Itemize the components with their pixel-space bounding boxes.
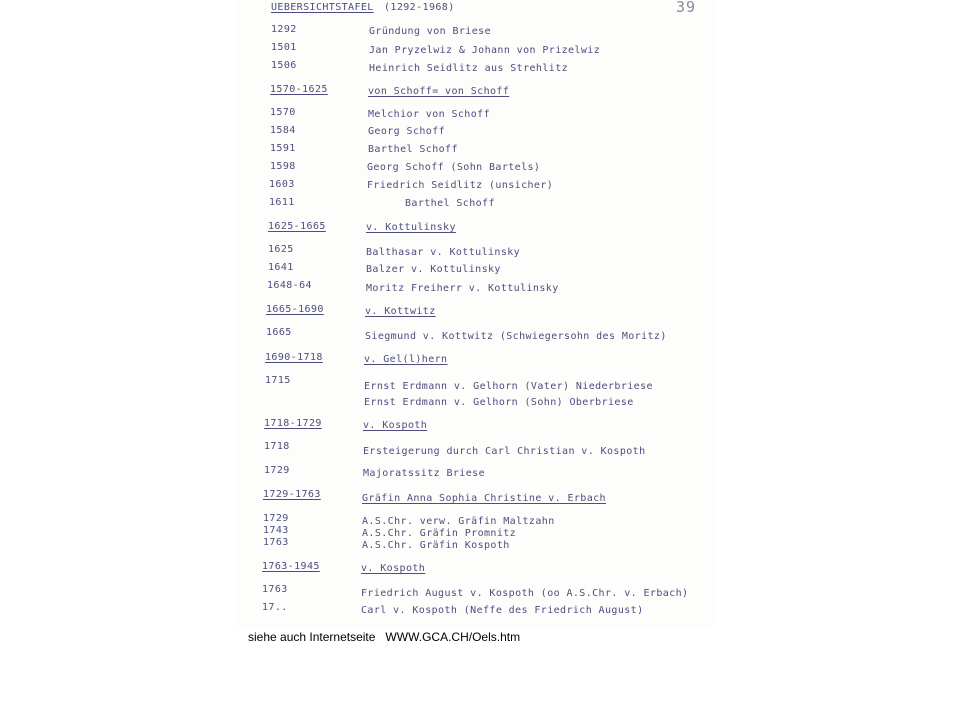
- family-heading: v. Kospoth: [363, 420, 428, 431]
- family-heading: v. Gel(l)hern: [364, 354, 448, 365]
- entry-year: 1598: [270, 161, 296, 172]
- page-title-range: (1292-1968): [384, 2, 455, 13]
- entry-year: 1648-64: [267, 280, 312, 291]
- entry-text: Majoratssitz Briese: [363, 468, 485, 479]
- entry-year: 1570: [270, 107, 296, 118]
- entry-year: 1641: [268, 262, 294, 273]
- entry-year: 1584: [270, 125, 296, 136]
- footer-url-link[interactable]: WWW.GCA.CH/Oels.htm: [385, 630, 521, 644]
- entry-text: Georg Schoff (Sohn Bartels): [367, 162, 541, 173]
- entry-year: 1763: [262, 584, 288, 595]
- entry-text: A.S.Chr. Gräfin Promnitz: [362, 528, 517, 539]
- entry-text: Balthasar v. Kottulinsky: [366, 247, 521, 258]
- entry-year: 1611: [269, 197, 295, 208]
- family-heading: v. Kospoth: [361, 563, 426, 574]
- page-title: UEBERSICHTSTAFEL: [271, 2, 374, 13]
- entry-year: 1603: [269, 179, 295, 190]
- page-number: 39: [676, 0, 697, 16]
- entry-year: 1625: [268, 244, 294, 255]
- entry-text: Ersteigerung durch Carl Christian v. Kospoth: [363, 446, 646, 457]
- entry-year: 17..: [262, 602, 288, 613]
- entry-text: Barthel Schoff: [368, 144, 458, 155]
- entry-text: Melchior von Schoff: [368, 109, 490, 120]
- entry-text: Gründung von Briese: [369, 26, 491, 37]
- entry-year: 1763: [263, 537, 289, 548]
- entry-year: 1591: [270, 143, 296, 154]
- footer-label: siehe auch Internetseite: [248, 630, 376, 644]
- entry-year: 1506: [271, 60, 297, 71]
- entry-text: Carl v. Kospoth (Neffe des Friedrich August): [361, 605, 644, 616]
- footer-note: [248, 630, 520, 644]
- entry-year: 1718: [264, 441, 290, 452]
- entry-text: Moritz Freiherr v. Kottulinsky: [366, 283, 559, 294]
- period-heading: 1625-1665: [268, 221, 326, 232]
- entry-text: Friedrich August v. Kospoth (oo A.S.Chr. v. Erbach): [361, 588, 689, 599]
- entry-text: Jan Pryzelwiz & Johann von Prizelwiz: [369, 45, 601, 56]
- entry-text: Friedrich Seidlitz (unsicher): [367, 180, 554, 191]
- entry-year: 1665: [266, 327, 292, 338]
- entry-year: 1729: [263, 513, 289, 524]
- entry-text: Balzer v. Kottulinsky: [366, 264, 501, 275]
- entry-text: Barthel Schoff: [405, 198, 495, 209]
- family-heading: v. Kottulinsky: [366, 222, 456, 233]
- entry-text: A.S.Chr. Gräfin Kospoth: [362, 540, 510, 551]
- entry-text: Georg Schoff: [368, 126, 446, 137]
- period-heading: 1718-1729: [264, 418, 322, 429]
- period-heading: 1763-1945: [262, 561, 320, 572]
- entry-year: 1743: [263, 525, 289, 536]
- entry-text: Heinrich Seidlitz aus Strehlitz: [369, 63, 569, 74]
- entry-text: Siegmund v. Kottwitz (Schwiegersohn des Moritz): [365, 331, 667, 342]
- family-heading: von Schoff= von Schoff: [368, 86, 510, 97]
- period-heading: 1690-1718: [265, 352, 323, 363]
- family-heading: Gräfin Anna Sophia Christine v. Erbach: [362, 493, 606, 504]
- entry-text: Ernst Erdmann v. Gelhorn (Vater) Niederbriese: [364, 381, 653, 392]
- entry-text: Ernst Erdmann v. Gelhorn (Sohn) Oberbriese: [364, 397, 634, 408]
- family-heading: v. Kottwitz: [365, 306, 436, 317]
- period-heading: 1665-1690: [266, 304, 324, 315]
- entry-year: 1501: [271, 42, 297, 53]
- period-heading: 1729-1763: [263, 489, 321, 500]
- period-heading: 1570-1625: [270, 84, 328, 95]
- entry-text: A.S.Chr. verw. Gräfin Maltzahn: [362, 516, 555, 527]
- entry-year: 1715: [265, 375, 291, 386]
- entry-year: 1729: [264, 465, 290, 476]
- entry-year: 1292: [271, 24, 297, 35]
